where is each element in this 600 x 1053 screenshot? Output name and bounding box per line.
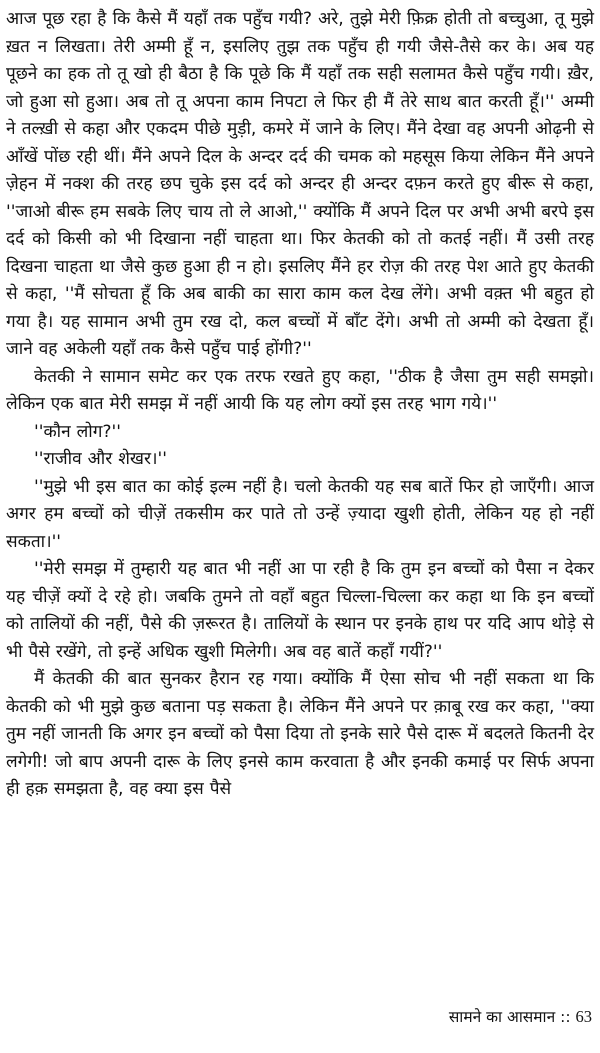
paragraph-7: मैं केतकी की बात सुनकर हैरान रह गया। क्योंकि मैं ऐसा सोच भी नहीं सकता था कि केतकी को भी मुझे कुछ बताना पड़ सकता है। लेकिन मैंने अपने पर क़ाबू रख कर कहा, ''क्या तुम नहीं जानती कि अगर इन बच्चों को पैसा दिया तो इनके सारे पैसे दारू में बदलते कितनी देर लगेगी! जो बाप अपनी दारू के लिए इनसे काम करवाता है और इनकी कमाई पर सिर्फ अपना ही हक़ समझता है, वह क्या इस पैसे [6, 669, 594, 799]
body-text [6, 6, 594, 804]
page-footer [449, 1007, 592, 1027]
paragraph-2: केतकी ने सामान समेट कर एक तरफ रखते हुए कहा, ''ठीक है जैसा तुम सही समझो। लेकिन एक बात मेरी समझ में नहीं आयी कि यह लोग क्यों इस तरह भाग गये।'' [6, 366, 594, 414]
footer-separator: :: [560, 1008, 571, 1026]
page-number: 63 [575, 1007, 592, 1026]
paragraph-5: ''मुझे भी इस बात का कोई इल्म नहीं है। चलो केतकी यह सब बातें फिर हो जाएँगी। आज अगर हम बच्चों को चीज़ें तकसीम कर पाते तो उन्हें ज़्यादा खुशी होती, लेकिन यह हो नहीं सकता।'' [6, 476, 594, 552]
paragraph-6: ''मेरी समझ में तुम्हारी यह बात भी नहीं आ पा रही है कि तुम इन बच्चों को पैसा न देकर यह चीज़ें क्यों दे रहे हो। जबकि तुमने तो वहाँ बहुत चिल्ला-चिल्ला कर कहा था कि इन बच्चों को तालियों की नहीं, पैसे की ज़रूरत है। तालियों के स्थान पर इनके हाथ पर यदि आप थोड़े से भी पैसे रखेंगे, तो इन्हें अधिक खुशी मिलेगी। अब वह बातें कहाँ गयीं?'' [6, 559, 594, 662]
book-title: सामने का आसमान [448, 1008, 556, 1026]
paragraph-1: आज पूछ रहा है कि कैसे मैं यहाँ तक पहुँच गयी? अरे, तुझे मेरी फ़िक्र होती तो बच्चुआ, तू मुझे ख़त न लिखता। तेरी अम्मी हूँ न, इसलिए तुझ तक पहुँच ही गयी जैसे-तैसे कर के। अब यह पूछने का हक तो तू खो ही बैठा है कि पूछे कि मैं यहाँ तक सही सलामत कैसे पहुँच गयी। ख़ैर, जो हुआ सो हुआ। अब तो तू अपना काम निपटा ले फिर ही मैं तेरे साथ बात करती हूँ।'' अम्मी ने तल्ख़ी से कहा और एकदम पीछे मुड़ी, कमरे में जाने के लिए। मैंने देखा वह अपनी ओढ़नी से आँखें पोंछ रही थीं। मैंने अपने दिल के अन्दर दर्द की चमक को महसूस किया लेकिन मैंने अपने ज़ेहन में नक्श की तरह छप चुके इस दर्द को अन्दर ही अन्दर दफ़न करते हुए बीरू से कहा, ''जाओ बीरू हम सबके लिए चाय तो ले आओ,'' क्योंकि मैं अपने दिल पर अभी अभी बरपे इस दर्द को किसी को भी दिखाना नहीं चाहता था। फिर केतकी को तो कतई नहीं। मैं उसी तरह दिखना चाहता था जैसे कुछ हुआ ही न हो। इसलिए मैंने हर रोज़ की तरह पेश आते हुए केतकी से कहा, ''मैं सोचता हूँ कि अब बाकी का सारा काम कल देख लेंगे। अभी वक़्त भी बहुत हो गया है। यह सामान अभी तुम रख दो, कल बच्चों में बाँट देंगे। अभी तो अम्मी को देखता हूँ। जाने वह अकेली यहाँ तक कैसे पहुँच पाई होंगी?'' [6, 9, 594, 359]
paragraph-3: ''कौन लोग?'' [34, 421, 121, 442]
paragraph-4: ''राजीव और शेखर।'' [34, 449, 167, 469]
